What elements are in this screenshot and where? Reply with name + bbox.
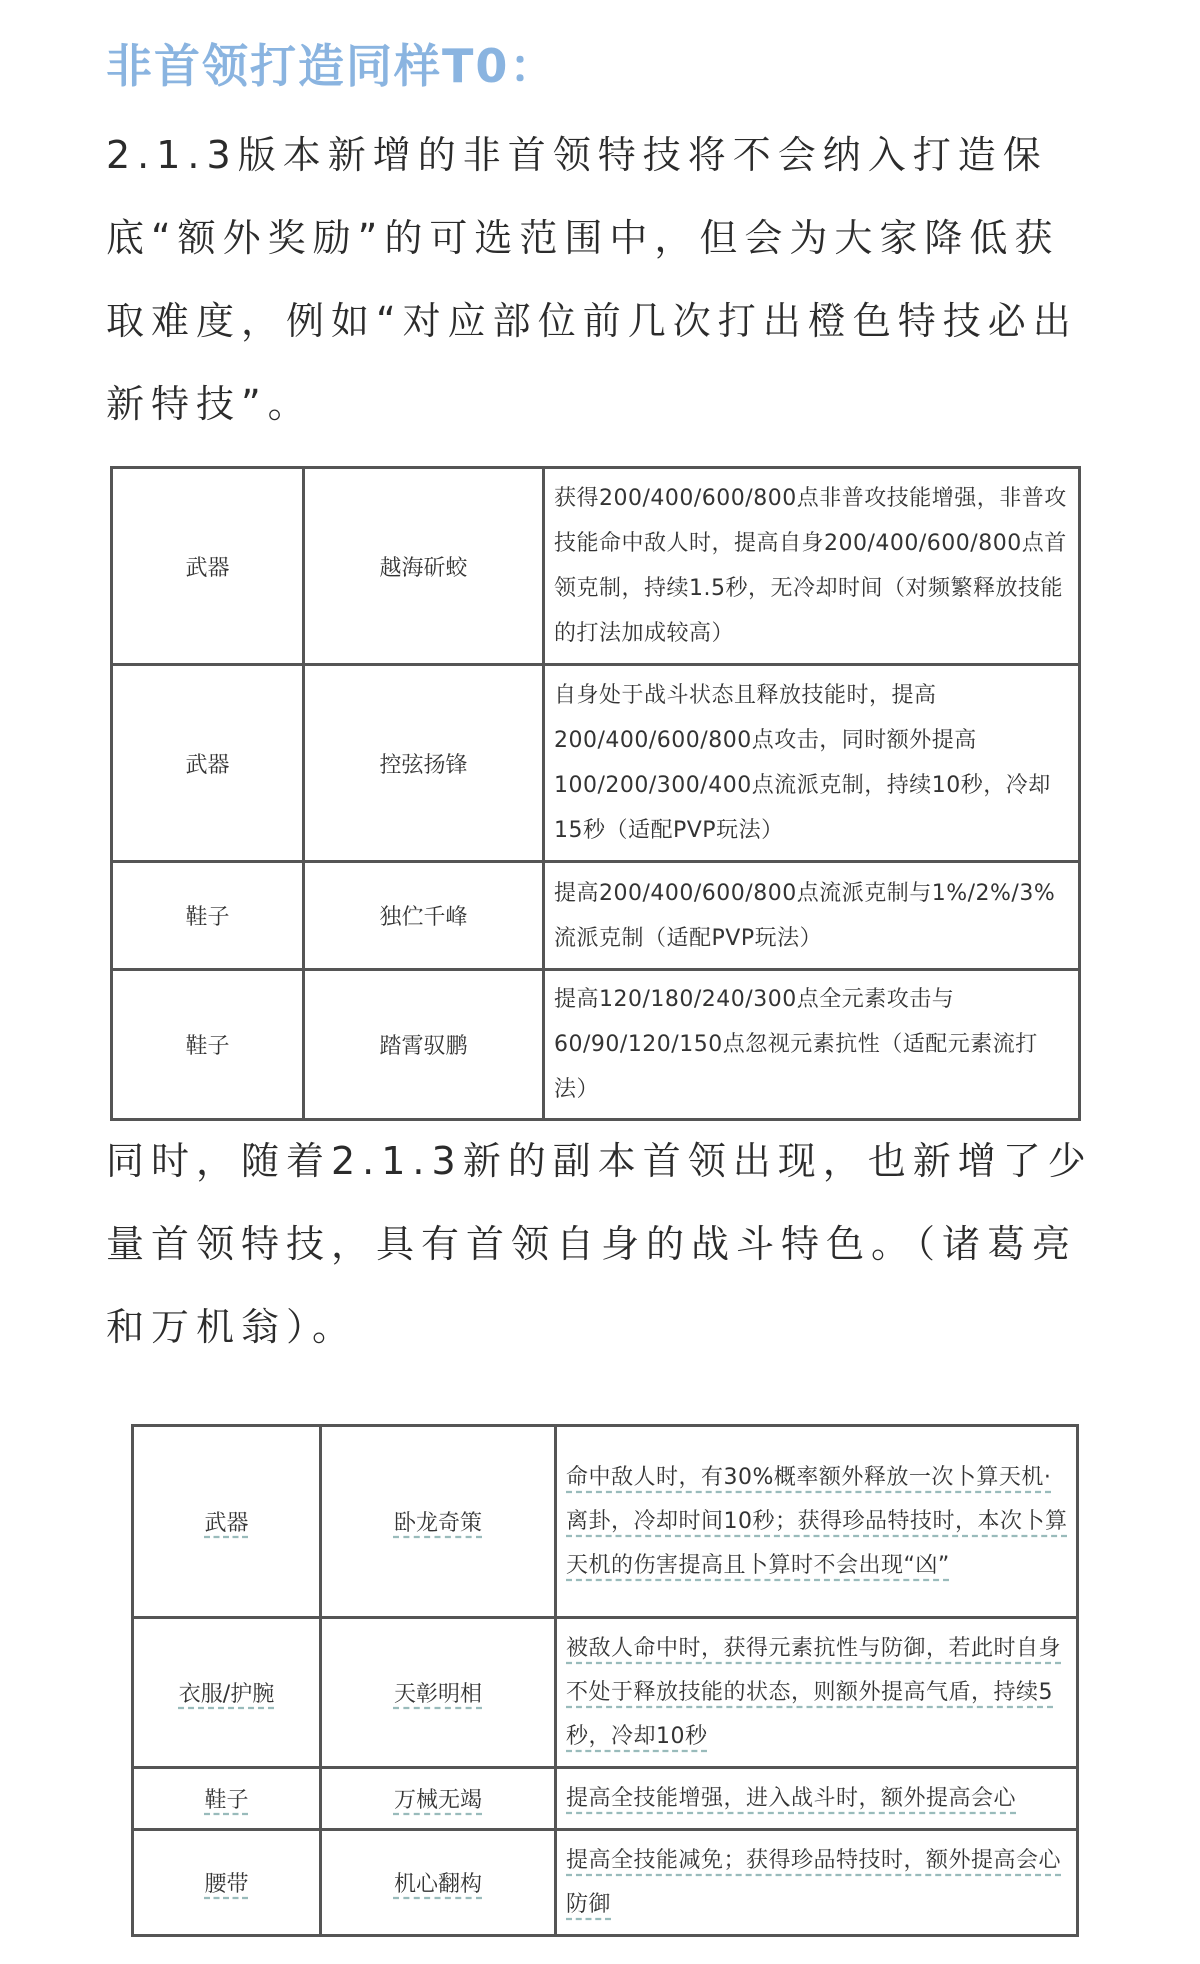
skill-name-cell	[321, 1768, 556, 1830]
skill-name-text: 机心翻构	[393, 1872, 482, 1897]
table-row	[112, 665, 1080, 862]
skill-name-cell	[321, 1426, 556, 1618]
slot-cell: 鞋子	[112, 862, 304, 970]
skill-name-text: 卧龙奇策	[393, 1511, 482, 1536]
skill-name-cell: 踏霄驭鹏	[304, 970, 544, 1120]
effect-cell: 提高120/180/240/300点全元素攻击与60/90/120/150点忽视元素抗性（适配元素流打法）	[544, 970, 1080, 1120]
table-row	[112, 862, 1080, 970]
effect-cell: 获得200/400/600/800点非普攻技能增强，非普攻技能命中敌人时，提高自身200/400/600/800点首领克制，持续1.5秒，无冷却时间（对频繁释放技能的打法加成较高）	[544, 468, 1080, 665]
effect-cell: 自身处于战斗状态且释放技能时，提高200/400/600/800点攻击，同时额外提高100/200/300/400点流派克制，持续10秒，冷却15秒（适配PVP玩法）	[544, 665, 1080, 862]
table-row	[133, 1768, 1078, 1830]
effect-cell: 提高200/400/600/800点流派克制与1%/2%/3%流派克制（适配PVP玩法）	[544, 862, 1080, 970]
slot-cell: 鞋子	[112, 970, 304, 1120]
table-row	[112, 468, 1080, 665]
skill-name-text: 天彰明相	[393, 1682, 482, 1707]
slot-cell: 武器	[112, 665, 304, 862]
effect-text: 被敌人命中时，获得元素抗性与防御，若此时自身不处于释放技能的状态，则额外提高气盾，持续5秒，冷却10秒	[566, 1635, 1062, 1749]
effect-cell	[556, 1618, 1078, 1768]
table-row	[133, 1830, 1078, 1936]
skill-name-cell	[321, 1618, 556, 1768]
effect-cell	[556, 1768, 1078, 1830]
slot-text: 鞋子	[204, 1788, 249, 1813]
table-row	[133, 1618, 1078, 1768]
intro-paragraph: 2.1.3版本新增的非首领特技将不会纳入打造保底“额外奖励”的可选范围中，但会为大家降低获取难度，例如“对应部位前几次打出橙色特技必出新特技”。	[106, 133, 1078, 426]
skill-name-text: 万械无竭	[393, 1788, 482, 1813]
effect-cell	[556, 1830, 1078, 1936]
non-boss-skill-table	[110, 466, 1081, 1121]
slot-cell	[133, 1768, 321, 1830]
slot-cell	[133, 1426, 321, 1618]
skill-name-cell: 控弦扬锋	[304, 665, 544, 862]
effect-text: 提高全技能增强，进入战斗时，额外提高会心	[566, 1785, 1017, 1811]
section-heading: 非首领打造同样T0：	[106, 39, 558, 93]
slot-cell	[133, 1830, 321, 1936]
slot-text: 衣服/护腕	[178, 1682, 275, 1707]
table-row	[133, 1426, 1078, 1618]
skill-name-cell	[321, 1830, 556, 1936]
skill-name-cell: 独伫千峰	[304, 862, 544, 970]
table-row	[112, 970, 1080, 1120]
boss-skill-paragraph: 同时，随着2.1.3新的副本首领出现，也新增了少量首领特技，具有首领自身的战斗特色。（诸葛亮和万机翁）。	[106, 1139, 1093, 1349]
effect-cell	[556, 1426, 1078, 1618]
slot-cell	[133, 1618, 321, 1768]
boss-skill-table	[131, 1424, 1079, 1937]
effect-text: 提高全技能减免；获得珍品特技时，额外提高会心防御	[566, 1847, 1062, 1917]
slot-text: 武器	[204, 1511, 249, 1536]
slot-cell: 武器	[112, 468, 304, 665]
slot-text: 腰带	[204, 1872, 249, 1897]
skill-name-cell: 越海斫蛟	[304, 468, 544, 665]
effect-text: 命中敌人时，有30%概率额外释放一次卜算天机·离卦，冷却时间10秒；获得珍品特技时，本次卜算天机的伤害提高且卜算时不会出现“凶”	[566, 1464, 1068, 1578]
